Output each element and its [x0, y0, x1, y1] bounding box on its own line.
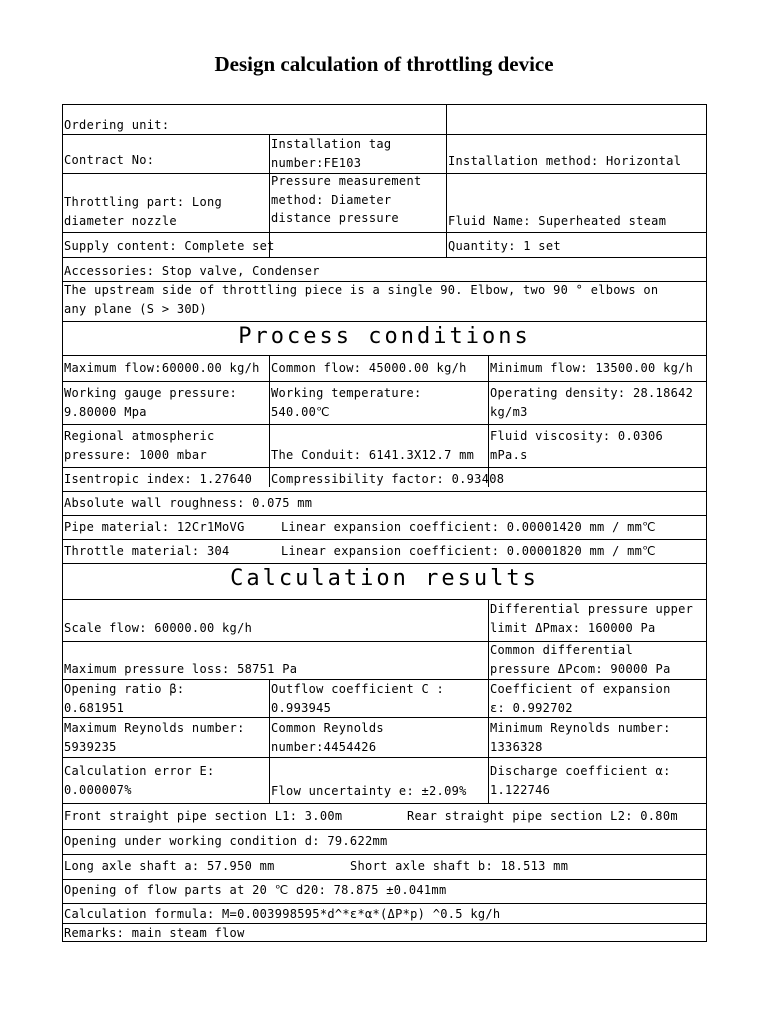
operating-density: Operating density: 28.18642 kg/m3 — [490, 386, 694, 419]
flow-parts-opening: Opening of flow parts at 20 ℃ d20: 78.875 ±0.041mm — [64, 883, 447, 897]
installation-method: Installation method: Horizontal — [448, 154, 682, 168]
opening-working-condition: Opening under working condition d: 79.622mm — [64, 834, 388, 848]
quantity: Quantity: 1 set — [448, 239, 561, 253]
opening-ratio: Opening ratio β: 0.681951 — [64, 682, 185, 715]
flow-uncertainty: Flow uncertainty e: ±2.09% — [271, 784, 467, 798]
outflow-coefficient: Outflow coefficient C : 0.993945 — [271, 682, 445, 715]
conduit: The Conduit: 6141.3X12.7 mm — [271, 448, 475, 462]
throttle-material: Throttle material: 304 — [64, 544, 230, 558]
installation-tag: Installation tag number:FE103 — [271, 137, 392, 170]
discharge-coefficient: Discharge coefficient α: 1.122746 — [490, 764, 671, 797]
working-gauge-pressure: Working gauge pressure: 9.80000 Mpa — [64, 386, 238, 419]
fluid-viscosity: Fluid viscosity: 0.0306 mPa.s — [490, 429, 664, 462]
dp-upper-limit: Differential pressure upper limit ΔPmax: 160000 Pa — [490, 602, 694, 635]
front-straight-pipe-section: Front straight pipe section L1: 3.00m — [64, 809, 343, 823]
maximum-flow: Maximum flow:60000.00 kg/h — [64, 361, 260, 375]
remarks: Remarks: main steam flow — [64, 926, 245, 940]
maximum-pressure-loss: Maximum pressure loss: 58751 Pa — [64, 662, 298, 676]
supply-content: Supply content: Complete set — [64, 239, 275, 253]
minimum-flow: Minimum flow: 13500.00 kg/h — [490, 361, 694, 375]
pressure-measurement-method: Pressure measurement method: Diameter distance pressure — [271, 174, 422, 225]
calculation-results-heading: Calculation results — [230, 566, 539, 591]
pipe-material: Pipe material: 12Cr1MoVG — [64, 520, 245, 534]
working-temperature: Working temperature: 540.00℃ — [271, 386, 422, 419]
expansion-coefficient: Coefficient of expansion ε: 0.992702 — [490, 682, 671, 715]
fluid-name: Fluid Name: Superheated steam — [448, 214, 667, 228]
compressibility-factor: Compressibility factor: 0.93408 — [271, 472, 505, 486]
pipe-expansion-coefficient: Linear expansion coefficient: 0.00001420 mm / mm℃ — [281, 520, 656, 534]
calculation-formula: Calculation formula: M=0.003998595*d^*ε*α*(ΔP*p) ^0.5 kg/h — [64, 907, 501, 921]
throttle-expansion-coefficient: Linear expansion coefficient: 0.00001820 mm / mm℃ — [281, 544, 656, 558]
throttling-part: Throttling part: Long diameter nozzle — [64, 195, 223, 228]
scale-flow: Scale flow: 60000.00 kg/h — [64, 621, 253, 635]
common-reynolds-number: Common Reynolds number:4454426 — [271, 721, 384, 754]
short-axle-shaft: Short axle shaft b: 18.513 mm — [350, 859, 569, 873]
process-conditions-heading: Process conditions — [238, 324, 531, 349]
ordering-unit-label: Ordering unit: — [64, 118, 170, 132]
accessories: Accessories: Stop valve, Condenser — [64, 264, 320, 278]
long-axle-shaft: Long axle shaft a: 57.950 mm — [64, 859, 275, 873]
upstream-configuration: The upstream side of throttling piece is a single 90. Elbow, two 90 ° elbows on any plane (S > 30D) — [64, 283, 659, 316]
absolute-wall-roughness: Absolute wall roughness: 0.075 mm — [64, 496, 313, 510]
atmospheric-pressure: Regional atmospheric pressure: 1000 mbar — [64, 429, 215, 462]
rear-straight-pipe-section: Rear straight pipe section L2: 0.80m — [407, 809, 678, 823]
calculation-form — [62, 104, 707, 942]
calculation-error: Calculation error E: 0.000007% — [64, 764, 215, 797]
isentropic-index: Isentropic index: 1.27640 — [64, 472, 253, 486]
minimum-reynolds-number: Minimum Reynolds number: 1336328 — [490, 721, 671, 754]
contract-no-label: Contract No: — [64, 153, 155, 167]
maximum-reynolds-number: Maximum Reynolds number: 5939235 — [64, 721, 245, 754]
common-flow: Common flow: 45000.00 kg/h — [271, 361, 467, 375]
common-differential-pressure: Common differential pressure ΔPcom: 90000 Pa — [490, 643, 671, 676]
document-title: Design calculation of throttling device — [214, 52, 554, 76]
